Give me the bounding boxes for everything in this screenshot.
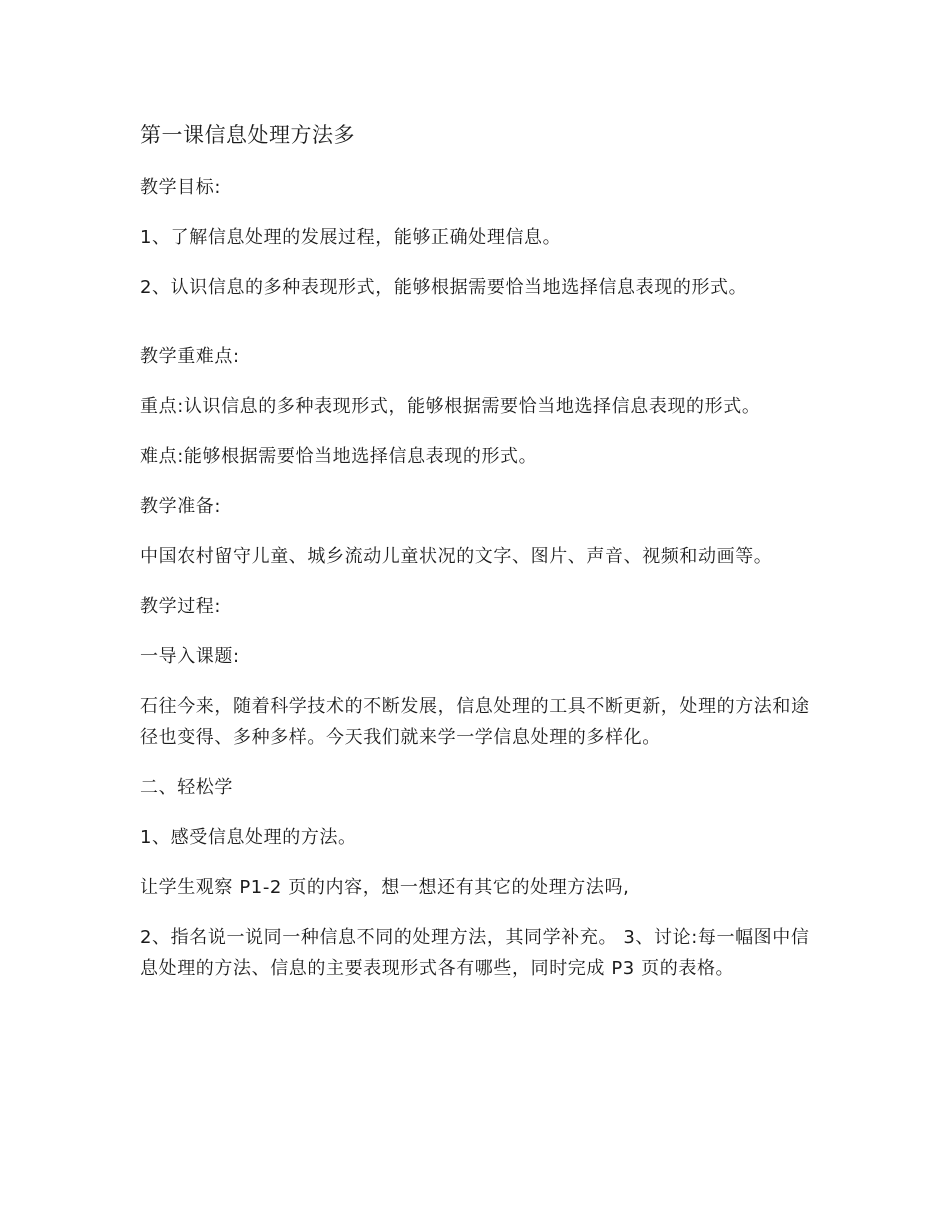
preparation-paragraph: 中国农村留守儿童、城乡流动儿童状况的文字、图片、声音、视频和动画等。 — [140, 546, 773, 567]
observation-paragraph: 让学生观察 P1-2 页的内容，想一想还有其它的处理方法吗, — [140, 877, 630, 898]
objective-item-1: 1、了解信息处理的发展过程，能够正确处理信息。 — [140, 227, 562, 248]
section-heading-objectives: 教学目标: — [140, 177, 222, 198]
subheading-easy-learning: 二、轻松学 — [140, 777, 233, 798]
section-heading-key-points: 教学重难点: — [140, 346, 240, 367]
section-heading-preparation: 教学准备: — [140, 496, 222, 517]
difficult-point-paragraph: 难点:能够根据需要恰当地选择信息表现的形式。 — [140, 446, 538, 467]
key-point-paragraph: 重点:认识信息的多种表现形式，能够根据需要恰当地选择信息表现的形式。 — [140, 396, 761, 417]
step-item-1: 1、感受信息处理的方法。 — [140, 827, 357, 848]
document-body — [140, 118, 820, 1003]
step-item-2-3: 2、指名说一说同一种信息不同的处理方法，其同学补充。 3、讨论:每一幅图中信息处理的方法、信息的主要表现形式各有哪些，同时完成 P3 页的表格。 — [140, 927, 810, 979]
document-title: 第一课信息处理方法多 — [140, 123, 355, 147]
subheading-introduction: 一导入课题: — [140, 646, 240, 667]
objective-item-2: 2、认识信息的多种表现形式，能够根据需要恰当地选择信息表现的形式。 — [140, 277, 748, 298]
section-heading-process: 教学过程: — [140, 596, 222, 617]
introduction-paragraph: 石往今来，随着科学技术的不断发展，信息处理的工具不断更新，处理的方法和途径也变得、多种多样。今天我们就来学一学信息处理的多样化。 — [140, 696, 810, 748]
